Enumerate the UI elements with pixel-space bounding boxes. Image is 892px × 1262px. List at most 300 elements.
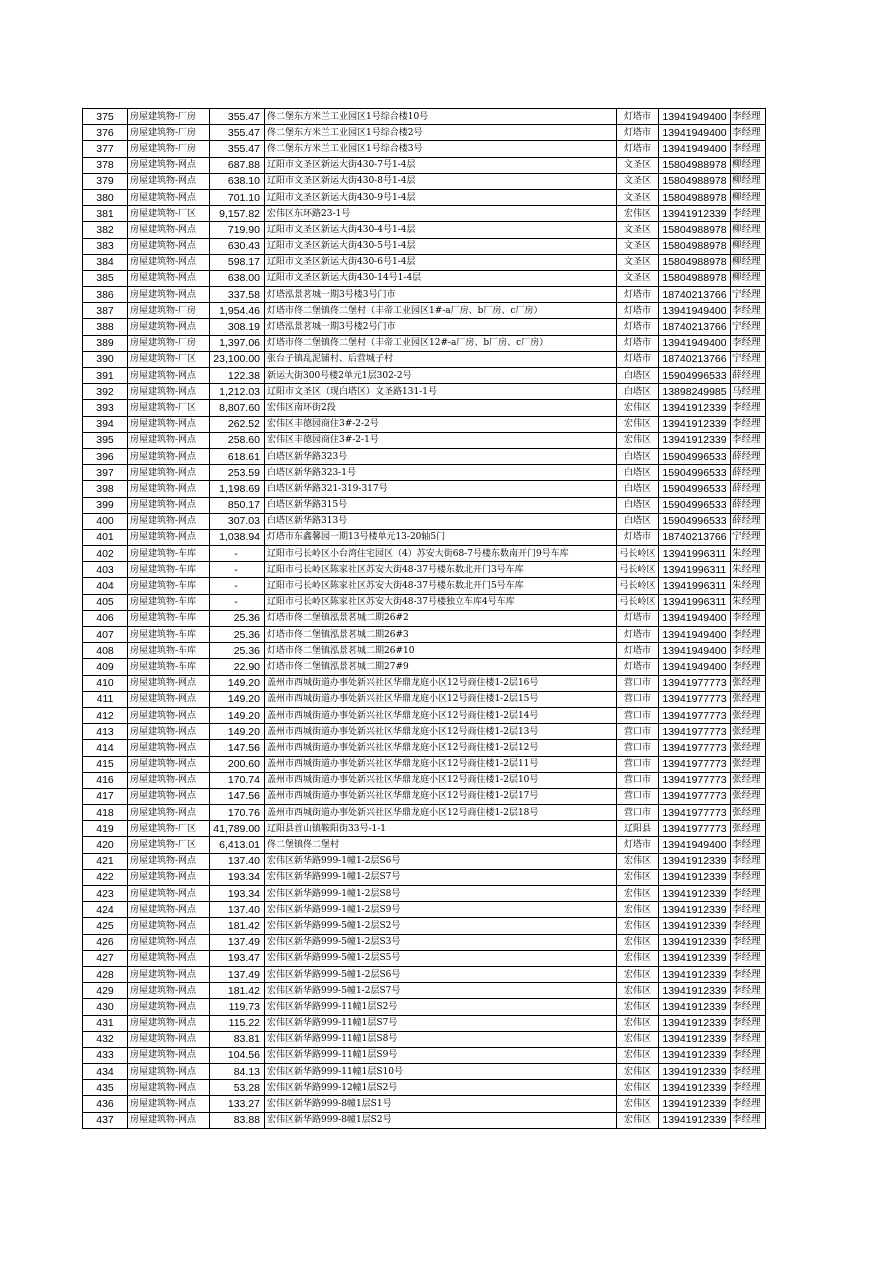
contact-phone: 13941912339: [659, 983, 731, 999]
address: 盖州市西城街道办事处新兴社区华鼎龙庭小区12号商住楼1-2层10号: [265, 772, 617, 788]
asset-type: 房屋建筑物-车库: [128, 627, 210, 643]
district: 宏伟区: [617, 902, 659, 918]
manager-name: 朱经理: [731, 578, 766, 594]
asset-type: 房屋建筑物-车库: [128, 610, 210, 626]
row-number: 415: [83, 756, 128, 772]
asset-type: 房屋建筑物-网点: [128, 1015, 210, 1031]
area-value: 307.03: [210, 513, 265, 529]
manager-name: 李经理: [731, 303, 766, 319]
row-number: 375: [83, 109, 128, 125]
manager-name: 宁经理: [731, 287, 766, 303]
contact-phone: 15804988978: [659, 189, 731, 205]
contact-phone: 13941912339: [659, 853, 731, 869]
contact-phone: 15804988978: [659, 173, 731, 189]
asset-type: 房屋建筑物-网点: [128, 740, 210, 756]
district: 宏伟区: [617, 934, 659, 950]
manager-name: 张经理: [731, 724, 766, 740]
row-number: 401: [83, 529, 128, 545]
district: 宏伟区: [617, 1096, 659, 1112]
district: 弓长岭区: [617, 562, 659, 578]
table-row: [83, 448, 766, 464]
manager-name: 李经理: [731, 1064, 766, 1080]
address: 辽阳市弓长岭区陈家社区苏安大街48-37号楼东数北开门5号车库: [265, 578, 617, 594]
manager-name: 柳经理: [731, 270, 766, 286]
district: 灯塔市: [617, 303, 659, 319]
asset-type: 房屋建筑物-网点: [128, 157, 210, 173]
contact-phone: 13941977773: [659, 691, 731, 707]
asset-type: 房屋建筑物-网点: [128, 319, 210, 335]
asset-type: 房屋建筑物-网点: [128, 918, 210, 934]
contact-phone: 13941949400: [659, 335, 731, 351]
area-value: 193.34: [210, 886, 265, 902]
table-row: [83, 141, 766, 157]
manager-name: 柳经理: [731, 222, 766, 238]
district: 灯塔市: [617, 837, 659, 853]
table-row: [83, 1080, 766, 1096]
asset-type: 房屋建筑物-网点: [128, 465, 210, 481]
manager-name: 李经理: [731, 902, 766, 918]
row-number: 435: [83, 1080, 128, 1096]
district: 宏伟区: [617, 966, 659, 982]
manager-name: 李经理: [731, 918, 766, 934]
area-value: 193.47: [210, 950, 265, 966]
manager-name: 薛经理: [731, 368, 766, 384]
district: 白塔区: [617, 497, 659, 513]
table-row: [83, 254, 766, 270]
manager-name: 薛经理: [731, 481, 766, 497]
manager-name: 李经理: [731, 1031, 766, 1047]
address: 佟二堡东方米兰工业园区1号综合楼2号: [265, 125, 617, 141]
contact-phone: 15804988978: [659, 270, 731, 286]
address: 盖州市西城街道办事处新兴社区华鼎龙庭小区12号商住楼1-2层18号: [265, 805, 617, 821]
asset-type: 房屋建筑物-网点: [128, 950, 210, 966]
contact-phone: 15904996533: [659, 497, 731, 513]
asset-type: 房屋建筑物-网点: [128, 999, 210, 1015]
district: 宏伟区: [617, 918, 659, 934]
contact-phone: 13941912339: [659, 869, 731, 885]
manager-name: 张经理: [731, 788, 766, 804]
area-value: 181.42: [210, 983, 265, 999]
manager-name: 张经理: [731, 740, 766, 756]
area-value: 41,789.00: [210, 821, 265, 837]
table-row: [83, 594, 766, 610]
manager-name: 李经理: [731, 886, 766, 902]
row-number: 381: [83, 206, 128, 222]
address: 宏伟区新华路999-1幢1-2层S8号: [265, 886, 617, 902]
address: 佟二堡东方米兰工业园区1号综合楼3号: [265, 141, 617, 157]
asset-type: 房屋建筑物-网点: [128, 675, 210, 691]
area-value: 337.58: [210, 287, 265, 303]
area-value: 149.20: [210, 707, 265, 723]
table-row: [83, 950, 766, 966]
asset-type: 房屋建筑物-网点: [128, 270, 210, 286]
table-row: [83, 432, 766, 448]
table-row: [83, 627, 766, 643]
manager-name: 李经理: [731, 1047, 766, 1063]
address: 灯塔市佟二堡镇泓景茗城二期27#9: [265, 659, 617, 675]
area-value: 149.20: [210, 691, 265, 707]
table-row: [83, 869, 766, 885]
district: 文圣区: [617, 270, 659, 286]
row-number: 403: [83, 562, 128, 578]
area-value: 119.73: [210, 999, 265, 1015]
area-value: 850.17: [210, 497, 265, 513]
contact-phone: 13941977773: [659, 707, 731, 723]
address: 辽阳市文圣区新运大街430-8号1-4层: [265, 173, 617, 189]
row-number: 405: [83, 594, 128, 610]
table-row: [83, 983, 766, 999]
contact-phone: 13941912339: [659, 416, 731, 432]
contact-phone: 13941949400: [659, 141, 731, 157]
contact-phone: 13941912339: [659, 1112, 731, 1128]
row-number: 426: [83, 934, 128, 950]
contact-phone: 13941912339: [659, 934, 731, 950]
contact-phone: 13941912339: [659, 1031, 731, 1047]
contact-phone: 13941912339: [659, 966, 731, 982]
area-value: 23,100.00: [210, 351, 265, 367]
row-number: 402: [83, 546, 128, 562]
manager-name: 李经理: [731, 1096, 766, 1112]
row-number: 393: [83, 400, 128, 416]
table-row: [83, 513, 766, 529]
contact-phone: 13941949400: [659, 109, 731, 125]
row-number: 420: [83, 837, 128, 853]
area-value: 193.34: [210, 869, 265, 885]
table-row: [83, 788, 766, 804]
area-value: 1,397.06: [210, 335, 265, 351]
area-value: 200.60: [210, 756, 265, 772]
manager-name: 薛经理: [731, 497, 766, 513]
asset-type: 房屋建筑物-网点: [128, 869, 210, 885]
row-number: 377: [83, 141, 128, 157]
address: 宏伟区新华路999-11幢1层S2号: [265, 999, 617, 1015]
asset-type: 房屋建筑物-厂区: [128, 821, 210, 837]
row-number: 387: [83, 303, 128, 319]
area-value: 83.81: [210, 1031, 265, 1047]
contact-phone: 13941996311: [659, 578, 731, 594]
district: 营口市: [617, 805, 659, 821]
district: 文圣区: [617, 238, 659, 254]
district: 灯塔市: [617, 627, 659, 643]
table-row: [83, 384, 766, 400]
manager-name: 张经理: [731, 805, 766, 821]
manager-name: 宁经理: [731, 529, 766, 545]
district: 弓长岭区: [617, 546, 659, 562]
district: 宏伟区: [617, 999, 659, 1015]
manager-name: 张经理: [731, 707, 766, 723]
area-value: 22.90: [210, 659, 265, 675]
row-number: 437: [83, 1112, 128, 1128]
manager-name: 李经理: [731, 610, 766, 626]
area-value: 719.90: [210, 222, 265, 238]
area-value: 701.10: [210, 189, 265, 205]
asset-type: 房屋建筑物-网点: [128, 1096, 210, 1112]
row-number: 397: [83, 465, 128, 481]
table-row: [83, 578, 766, 594]
table-row: [83, 918, 766, 934]
contact-phone: 13941977773: [659, 756, 731, 772]
row-number: 404: [83, 578, 128, 594]
contact-phone: 13941977773: [659, 772, 731, 788]
manager-name: 李经理: [731, 335, 766, 351]
address: 宏伟区新华路999-5幢1-2层S3号: [265, 934, 617, 950]
manager-name: 柳经理: [731, 173, 766, 189]
area-value: 115.22: [210, 1015, 265, 1031]
contact-phone: 13941977773: [659, 675, 731, 691]
district: 灯塔市: [617, 529, 659, 545]
area-value: 84.13: [210, 1064, 265, 1080]
area-value: 25.36: [210, 627, 265, 643]
contact-phone: 13941912339: [659, 1080, 731, 1096]
table-row: [83, 1047, 766, 1063]
address: 宏伟区新华路999-11幢1层S9号: [265, 1047, 617, 1063]
row-number: 395: [83, 432, 128, 448]
table-row: [83, 853, 766, 869]
district: 文圣区: [617, 157, 659, 173]
row-number: 429: [83, 983, 128, 999]
row-number: 379: [83, 173, 128, 189]
manager-name: 柳经理: [731, 238, 766, 254]
row-number: 386: [83, 287, 128, 303]
address: 宏伟区东环路23-1号: [265, 206, 617, 222]
manager-name: 李经理: [731, 853, 766, 869]
manager-name: 宁经理: [731, 319, 766, 335]
area-value: 147.56: [210, 740, 265, 756]
table-row: [83, 368, 766, 384]
district: 宏伟区: [617, 886, 659, 902]
table-row: [83, 691, 766, 707]
row-number: 414: [83, 740, 128, 756]
contact-phone: 15804988978: [659, 238, 731, 254]
manager-name: 马经理: [731, 384, 766, 400]
contact-phone: 18740213766: [659, 319, 731, 335]
address: 宏伟区新华路999-1幢1-2层S7号: [265, 869, 617, 885]
district: 文圣区: [617, 222, 659, 238]
table-row: [83, 481, 766, 497]
asset-type: 房屋建筑物-车库: [128, 643, 210, 659]
district: 灯塔市: [617, 351, 659, 367]
contact-phone: 13941912339: [659, 432, 731, 448]
row-number: 436: [83, 1096, 128, 1112]
address: 灯塔市佟二堡镇泓景茗城二期26#2: [265, 610, 617, 626]
row-number: 421: [83, 853, 128, 869]
manager-name: 张经理: [731, 691, 766, 707]
address: 宏伟区新华路999-12幢1层S2号: [265, 1080, 617, 1096]
row-number: 406: [83, 610, 128, 626]
district: 文圣区: [617, 173, 659, 189]
address: 宏伟区新华路999-5幢1-2层S7号: [265, 983, 617, 999]
area-value: 9,157.82: [210, 206, 265, 222]
manager-name: 薛经理: [731, 448, 766, 464]
manager-name: 李经理: [731, 659, 766, 675]
asset-type: 房屋建筑物-网点: [128, 497, 210, 513]
contact-phone: 13941977773: [659, 821, 731, 837]
address: 新运大街300号楼2单元1层302-2号: [265, 368, 617, 384]
area-value: -: [210, 562, 265, 578]
area-value: 53.28: [210, 1080, 265, 1096]
district: 宏伟区: [617, 1047, 659, 1063]
asset-type: 房屋建筑物-网点: [128, 238, 210, 254]
row-number: 425: [83, 918, 128, 934]
row-number: 389: [83, 335, 128, 351]
asset-type: 房屋建筑物-网点: [128, 432, 210, 448]
address: 宏伟区新华路999-5幢1-2层S2号: [265, 918, 617, 934]
address: 灯塔市东鑫馨园一期13号楼单元13-20轴5门: [265, 529, 617, 545]
asset-type: 房屋建筑物-网点: [128, 254, 210, 270]
address: 辽阳市文圣区（现白塔区）文圣路131-1号: [265, 384, 617, 400]
manager-name: 李经理: [731, 999, 766, 1015]
contact-phone: 13941912339: [659, 902, 731, 918]
row-number: 407: [83, 627, 128, 643]
address: 盖州市西城街道办事处新兴社区华鼎龙庭小区12号商住楼1-2层17号: [265, 788, 617, 804]
asset-type: 房屋建筑物-网点: [128, 222, 210, 238]
table-row: [83, 497, 766, 513]
table-row: [83, 1064, 766, 1080]
asset-type: 房屋建筑物-网点: [128, 691, 210, 707]
asset-type: 房屋建筑物-网点: [128, 886, 210, 902]
contact-phone: 13941912339: [659, 400, 731, 416]
manager-name: 李经理: [731, 643, 766, 659]
asset-table: [82, 108, 766, 1129]
district: 营口市: [617, 772, 659, 788]
asset-type: 房屋建筑物-网点: [128, 448, 210, 464]
area-value: 181.42: [210, 918, 265, 934]
row-number: 431: [83, 1015, 128, 1031]
address: 佟二堡镇佟二堡村: [265, 837, 617, 853]
area-value: 137.40: [210, 853, 265, 869]
manager-name: 李经理: [731, 125, 766, 141]
row-number: 413: [83, 724, 128, 740]
address: 张台子镇乱泥铺村、后营城子村: [265, 351, 617, 367]
row-number: 383: [83, 238, 128, 254]
row-number: 417: [83, 788, 128, 804]
district: 宏伟区: [617, 950, 659, 966]
row-number: 378: [83, 157, 128, 173]
row-number: 428: [83, 966, 128, 982]
district: 灯塔市: [617, 610, 659, 626]
row-number: 432: [83, 1031, 128, 1047]
table-row: [83, 546, 766, 562]
address: 盖州市西城街道办事处新兴社区华鼎龙庭小区12号商住楼1-2层15号: [265, 691, 617, 707]
area-value: 8,807.60: [210, 400, 265, 416]
area-value: 355.47: [210, 125, 265, 141]
asset-type: 房屋建筑物-网点: [128, 1112, 210, 1128]
manager-name: 朱经理: [731, 562, 766, 578]
district: 营口市: [617, 788, 659, 804]
district: 宏伟区: [617, 1064, 659, 1080]
contact-phone: 13941996311: [659, 562, 731, 578]
row-number: 411: [83, 691, 128, 707]
row-number: 394: [83, 416, 128, 432]
contact-phone: 13941977773: [659, 740, 731, 756]
asset-type: 房屋建筑物-网点: [128, 1080, 210, 1096]
address: 辽阳市弓长岭区小台湾住宅园区（4）苏安大街68-7号楼东数南开门9号车库: [265, 546, 617, 562]
district: 宏伟区: [617, 432, 659, 448]
contact-phone: 13941912339: [659, 1096, 731, 1112]
row-number: 385: [83, 270, 128, 286]
table-row: [83, 287, 766, 303]
row-number: 396: [83, 448, 128, 464]
district: 灯塔市: [617, 141, 659, 157]
area-value: 137.40: [210, 902, 265, 918]
address: 辽阳市文圣区新运大街430-6号1-4层: [265, 254, 617, 270]
area-value: 1,038.94: [210, 529, 265, 545]
asset-type: 房屋建筑物-厂房: [128, 335, 210, 351]
address: 灯塔市佟二堡镇泓景茗城二期26#10: [265, 643, 617, 659]
asset-type: 房屋建筑物-厂房: [128, 141, 210, 157]
district: 宏伟区: [617, 983, 659, 999]
district: 宏伟区: [617, 853, 659, 869]
manager-name: 朱经理: [731, 546, 766, 562]
area-value: 687.88: [210, 157, 265, 173]
contact-phone: 13941912339: [659, 1015, 731, 1031]
contact-phone: 18740213766: [659, 287, 731, 303]
table-body: [83, 109, 766, 1129]
district: 辽阳县: [617, 821, 659, 837]
contact-phone: 13941949400: [659, 659, 731, 675]
area-value: 258.60: [210, 432, 265, 448]
address: 盖州市西城街道办事处新兴社区华鼎龙庭小区12号商住楼1-2层14号: [265, 707, 617, 723]
district: 文圣区: [617, 254, 659, 270]
row-number: 434: [83, 1064, 128, 1080]
address: 辽阳市文圣区新运大街430-14号1-4层: [265, 270, 617, 286]
manager-name: 柳经理: [731, 157, 766, 173]
area-value: 1,198.69: [210, 481, 265, 497]
address: 灯塔市佟二堡镇佟二堡村（丰帝工业园区1#-a厂房、b厂房、c厂房）: [265, 303, 617, 319]
asset-type: 房屋建筑物-厂房: [128, 303, 210, 319]
address: 辽阳市文圣区新运大街430-9号1-4层: [265, 189, 617, 205]
asset-type: 房屋建筑物-车库: [128, 546, 210, 562]
table-row: [83, 270, 766, 286]
area-value: -: [210, 594, 265, 610]
manager-name: 张经理: [731, 821, 766, 837]
district: 灯塔市: [617, 643, 659, 659]
area-value: 253.59: [210, 465, 265, 481]
contact-phone: 13941949400: [659, 627, 731, 643]
district: 宏伟区: [617, 1080, 659, 1096]
address: 灯塔市佟二堡镇佟二堡村（丰帝工业园区12#-a厂房、b厂房、c厂房）: [265, 335, 617, 351]
district: 白塔区: [617, 465, 659, 481]
address: 辽阳市弓长岭区陈家社区苏安大街48-37号楼独立车库4号车库: [265, 594, 617, 610]
area-value: 355.47: [210, 109, 265, 125]
area-value: 630.43: [210, 238, 265, 254]
contact-phone: 18740213766: [659, 529, 731, 545]
asset-type: 房屋建筑物-网点: [128, 983, 210, 999]
asset-type: 房屋建筑物-网点: [128, 529, 210, 545]
asset-type: 房屋建筑物-厂区: [128, 351, 210, 367]
table-row: [83, 610, 766, 626]
row-number: 422: [83, 869, 128, 885]
row-number: 390: [83, 351, 128, 367]
area-value: 1,954.46: [210, 303, 265, 319]
address: 盖州市西城街道办事处新兴社区华鼎龙庭小区12号商住楼1-2层12号: [265, 740, 617, 756]
table-row: [83, 886, 766, 902]
table-row: [83, 351, 766, 367]
table-row: [83, 999, 766, 1015]
contact-phone: 15804988978: [659, 254, 731, 270]
address: 辽阳县首山镇鞍阳街33号-1-1: [265, 821, 617, 837]
table-row: [83, 238, 766, 254]
table-row: [83, 837, 766, 853]
manager-name: 李经理: [731, 109, 766, 125]
manager-name: 李经理: [731, 416, 766, 432]
district: 灯塔市: [617, 319, 659, 335]
table-row: [83, 805, 766, 821]
asset-type: 房屋建筑物-车库: [128, 562, 210, 578]
area-value: 170.76: [210, 805, 265, 821]
row-number: 416: [83, 772, 128, 788]
district: 弓长岭区: [617, 594, 659, 610]
